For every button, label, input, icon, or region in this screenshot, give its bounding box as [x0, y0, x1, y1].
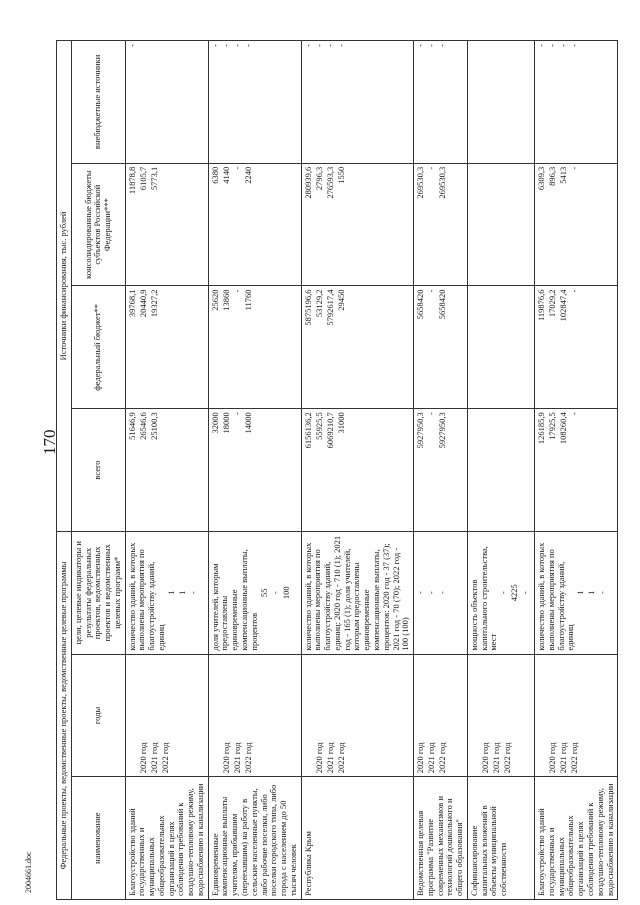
row-years	[208, 654, 301, 777]
total-value: 51646,9	[126, 412, 137, 440]
total-value: 32000	[209, 412, 220, 434]
year-cell: 2022 год	[501, 742, 512, 774]
federal-value: 11760	[242, 289, 253, 311]
goal-text: количество зданий, в которых выполнены мероприятия по благоустройству зданий, единиц: 2020 год - 710 (1); 2021 год - 165 (1); доля учителей, которым предоставлены единовременные компенсационные выплаты, процентов: 2020 год - 37 (37); 2021 год - 70 (70); 2022 год - 100 (100)	[302, 535, 411, 651]
year-cell: 2021 год	[231, 742, 242, 774]
row-goal	[535, 531, 618, 654]
extra-value: -	[558, 44, 569, 47]
total-cell	[125, 409, 208, 532]
goal-text: мощность объектов капитального строительства, мест	[468, 546, 499, 651]
goal-value: 4225	[509, 584, 520, 602]
goal-value: 1	[165, 590, 176, 595]
header-years: годы	[71, 654, 125, 777]
total-value: 6069210,7	[324, 412, 335, 449]
goal-value: 1	[586, 590, 597, 595]
total-value: 6156136,2	[302, 412, 313, 449]
federal-value: 102847,4	[558, 289, 569, 322]
table-body	[125, 41, 618, 900]
regional-value: 2796,3	[313, 166, 324, 191]
extra-cell	[208, 41, 301, 164]
federal-value: 13860	[220, 289, 231, 311]
regional-cell	[535, 163, 618, 286]
financing-table	[56, 40, 618, 900]
row-name: Ведомственная целевая программа "Развитие современных механизмов и технологий дошкольного и общего образования"	[414, 777, 468, 900]
federal-value: 39768,1	[126, 289, 137, 318]
row-goal	[467, 531, 534, 654]
goal-text: количество зданий, в которых выполнены мероприятия по благоустройству зданий, единиц	[126, 542, 166, 651]
year-cell: 2021 год	[558, 742, 569, 774]
federal-value: 20440,9	[137, 289, 148, 318]
total-cell	[535, 409, 618, 532]
page-number: 170	[40, 429, 59, 455]
regional-value: 276593,3	[324, 166, 335, 199]
extra-value: -	[209, 44, 220, 47]
row-goal	[414, 531, 468, 654]
regional-cell	[301, 163, 413, 286]
regional-cell	[414, 163, 468, 286]
federal-value: -	[569, 289, 580, 293]
federal-value: 5875196,6	[302, 289, 313, 326]
year-cell: 2020 год	[415, 742, 426, 774]
year-cell: 2022 год	[335, 742, 346, 774]
year-cell	[304, 658, 315, 774]
federal-cell	[467, 286, 534, 409]
table-row	[414, 41, 468, 900]
federal-cell	[208, 286, 301, 409]
row-years	[535, 654, 618, 777]
header-federal: федеральный бюджет**	[71, 286, 125, 409]
year-cell: 2020 год	[220, 742, 231, 774]
total-value: 126185,9	[536, 412, 547, 445]
year-cell: 2021 год	[324, 742, 335, 774]
table-row	[125, 41, 208, 900]
total-value: -	[426, 412, 437, 416]
total-value: 14000	[242, 412, 253, 434]
regional-value: 269530,3	[415, 166, 426, 199]
total-cell	[301, 409, 413, 532]
goal-value: -	[187, 591, 198, 595]
federal-value: 119876,6	[536, 289, 547, 322]
header-total: всего	[71, 409, 125, 532]
year-cell: 2022 год	[159, 742, 170, 774]
extra-cell	[535, 41, 618, 164]
federal-value: 53129,2	[313, 289, 324, 318]
goal-value: -	[426, 591, 437, 595]
goal-text: доля учителей, которым предоставлены единовременные компенсационные выплаты, процентов	[209, 549, 259, 651]
year-cell: 2020 год	[547, 742, 558, 774]
total-value	[161, 412, 172, 528]
federal-value: 17029,2	[547, 289, 558, 318]
goal-value: -	[415, 591, 426, 595]
federal-value	[161, 289, 172, 405]
extra-cell	[125, 41, 208, 164]
total-value: -	[569, 412, 580, 416]
regional-value: 4140	[220, 166, 231, 184]
goal-value: 1	[575, 590, 586, 595]
extra-cell	[414, 41, 468, 164]
federal-value: 5792617,4	[324, 289, 335, 326]
rotated-table-area	[56, 40, 624, 900]
year-cell: 2021 год	[148, 742, 159, 774]
total-value: 55925,5	[313, 412, 324, 440]
extra-value: -	[415, 44, 426, 47]
federal-cell	[125, 286, 208, 409]
table-row	[301, 41, 413, 900]
federal-value: 29450	[335, 289, 346, 311]
federal-value: 25620	[209, 289, 220, 311]
row-name: Благоустройство зданий государственных и муниципальных общеобразовательных организаций в целях соблюдения требований к воздушно-тепловому режиму, водоснабжению и канализации	[535, 777, 618, 900]
regional-cell	[208, 163, 301, 286]
extra-value: -	[324, 44, 335, 47]
goal-value: -	[437, 591, 448, 595]
extra-value: -	[220, 44, 231, 47]
goal-value: -	[520, 591, 531, 595]
regional-value: 6309,3	[536, 166, 547, 191]
goal-value: -	[269, 591, 280, 595]
row-goal	[208, 531, 301, 654]
year-cell	[128, 658, 139, 774]
extra-value: -	[242, 44, 253, 47]
federal-value: 5658420	[437, 289, 448, 320]
goal-value: 55	[258, 588, 269, 597]
header-goals: цели, целевые индикаторы и результаты федеральных проектов, ведомственных проектов и ведомственных целевых программ*	[71, 531, 125, 654]
federal-value: 19327,2	[148, 289, 159, 318]
federal-cell	[301, 286, 413, 409]
extra-value: -	[547, 44, 558, 47]
row-name: Республика Крым	[301, 777, 413, 900]
total-cell	[208, 409, 301, 532]
year-cell: 2022 год	[569, 742, 580, 774]
extra-cell	[301, 41, 413, 164]
regional-value: 5413	[558, 166, 569, 184]
row-goal	[125, 531, 208, 654]
regional-value: -	[569, 166, 580, 170]
header-name: наименование	[71, 777, 125, 900]
year-cell: 2022 год	[242, 742, 253, 774]
total-value: 18000	[220, 412, 231, 434]
federal-value: 5658420	[415, 289, 426, 320]
extra-value: -	[313, 44, 324, 47]
row-goal	[301, 531, 413, 654]
total-value: 31000	[335, 412, 346, 434]
regional-value: 1550	[335, 166, 346, 184]
regional-value: -	[426, 166, 437, 170]
table-row	[467, 41, 534, 900]
extra-value: -	[231, 44, 242, 47]
row-name: Софинансирование капитальных вложений в объекты муниципальной собственности	[467, 777, 534, 900]
header-regional: консолидированные бюджеты субъектов Российской Федерации***	[71, 163, 125, 286]
table-row	[535, 41, 618, 900]
extra-value: -	[569, 44, 580, 47]
total-cell	[414, 409, 468, 532]
year-cell: 2020 год	[479, 742, 490, 774]
regional-value: 269530,3	[437, 166, 448, 199]
row-years	[414, 654, 468, 777]
extra-value: -	[536, 44, 547, 47]
federal-value: -	[231, 289, 242, 293]
row-years	[301, 654, 413, 777]
header-group-sources: Источники финансирования, тыс. рублей	[57, 41, 72, 532]
extra-value: -	[437, 44, 448, 47]
header-group-projects: Федеральные проекты, ведомственные проекты, ведомственные целевые программы	[57, 531, 72, 899]
regional-value: 5773,1	[148, 166, 159, 191]
year-cell: 2021 год	[426, 742, 437, 774]
row-years	[467, 654, 534, 777]
total-value: 25100,3	[148, 412, 159, 440]
federal-cell	[414, 286, 468, 409]
goal-value: 1	[176, 590, 187, 595]
header-extra: внебюджетные источники	[71, 41, 125, 164]
total-value: 26546,6	[137, 412, 148, 440]
total-value: 5927950,3	[437, 412, 448, 449]
goal-value: -	[597, 591, 608, 595]
document-footer: 2004661.doc	[24, 851, 33, 893]
year-cell: 2020 год	[137, 742, 148, 774]
regional-value: 6380	[209, 166, 220, 184]
total-value: 5927950,3	[415, 412, 426, 449]
extra-value: -	[426, 44, 437, 47]
extra-value: -	[302, 44, 313, 47]
row-years	[125, 654, 208, 777]
total-value: 17925,5	[547, 412, 558, 440]
regional-value	[161, 167, 172, 283]
row-name: Благоустройство зданий государственных и муниципальных общеобразовательных организаций в целях соблюдения требований к воздушно-тепловому режиму, водоснабжению и канализации	[125, 777, 208, 900]
year-cell: 2021 год	[490, 742, 501, 774]
extra-value: -	[126, 44, 137, 47]
regional-value: 6105,7	[137, 166, 148, 191]
goal-value: 100	[280, 586, 291, 600]
federal-value: -	[426, 289, 437, 293]
regional-value: 280939,6	[302, 166, 313, 199]
year-cell: 2022 год	[437, 742, 448, 774]
regional-value: 11878,8	[126, 166, 137, 195]
extra-cell	[467, 41, 534, 164]
regional-cell	[467, 163, 534, 286]
extra-value: -	[335, 44, 346, 47]
regional-value: 896,3	[547, 166, 558, 186]
goal-value: -	[498, 591, 509, 595]
goal-text: количество зданий, в которых выполнены мероприятия по благоустройству зданий, единиц	[536, 542, 576, 651]
year-cell: 2020 год	[313, 742, 324, 774]
table-row	[208, 41, 301, 900]
regional-cell	[125, 163, 208, 286]
total-value: 108260,4	[558, 412, 569, 445]
row-name: Единовременные компенсационные выплаты учителям, прибывшим (переехавшим) на работу в сельские населенные пункты, либо рабочие поселки, либо поселки городского типа, либо города с населением до 50 тысяч человек	[208, 777, 301, 900]
regional-value: -	[231, 166, 242, 170]
federal-cell	[535, 286, 618, 409]
regional-value: 2240	[242, 166, 253, 184]
total-cell	[467, 409, 534, 532]
total-value: -	[231, 412, 242, 416]
